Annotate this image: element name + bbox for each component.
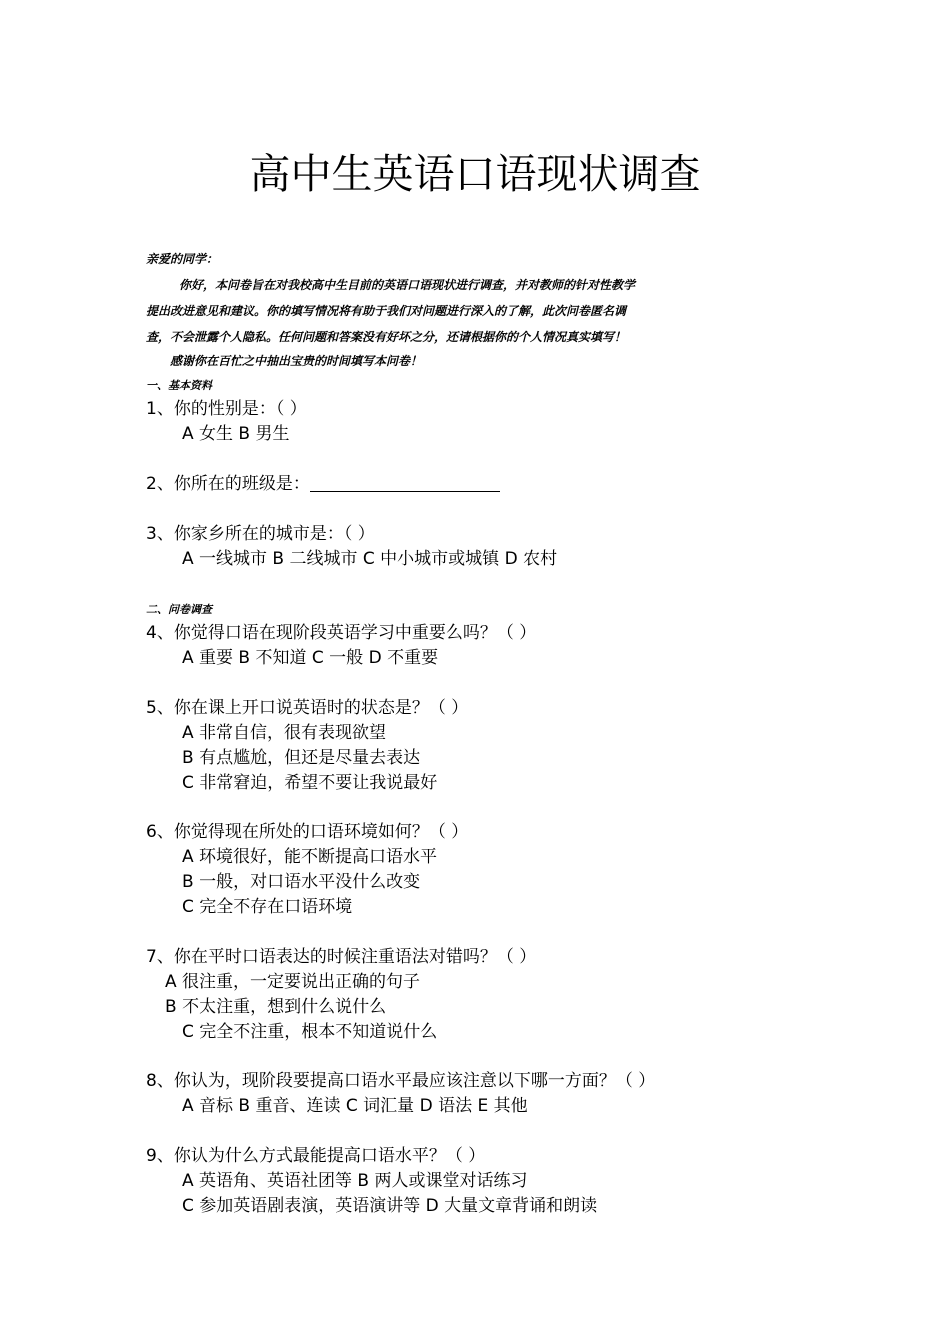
question-7-option-a: A 很注重，一定要说出正确的句子 xyxy=(165,972,421,992)
question-9-options-row-2: C 参加英语剧表演，英语演讲等 D 大量文章背诵和朗读 xyxy=(182,1196,598,1216)
page-title: 高中生英语口语现状调查 xyxy=(249,150,701,198)
question-6-option-b: B 一般，对口语水平没什么改变 xyxy=(182,872,421,892)
section-heading-basic: 一、基本资料 xyxy=(146,379,212,392)
intro-block xyxy=(146,250,806,370)
intro-line-3: 查，不会泄露个人隐私。任何问题和答案没有好坏之分，还请根据你的个人情况真实填写！ xyxy=(146,330,627,344)
question-6: 6、你觉得现在所处的口语环境如何？（ ） xyxy=(146,822,469,842)
question-4-options: A 重要 B 不知道 C 一般 D 不重要 xyxy=(182,648,439,668)
question-4: 4、你觉得口语在现阶段英语学习中重要么吗？（ ） xyxy=(146,623,537,643)
question-2-text: 2、你所在的班级是： xyxy=(146,474,310,494)
question-1-options: A 女生 B 男生 xyxy=(182,424,290,444)
intro-line-2: 提出改进意见和建议。你的填写情况将有助于我们对问题进行深入的了解，此次问卷匿名调 xyxy=(146,304,627,318)
question-7: 7、你在平时口语表达的时候注重语法对错吗？（ ） xyxy=(146,947,537,967)
question-2 xyxy=(146,472,500,496)
question-5-option-c: C 非常窘迫，希望不要让我说最好 xyxy=(182,773,438,793)
question-9-options-row-1: A 英语角、英语社团等 B 两人或课堂对话练习 xyxy=(182,1171,528,1191)
intro-line-1: 你好，本问卷旨在对我校高中生目前的英语口语现状进行调查，并对教师的针对性教学 xyxy=(179,278,636,292)
intro-greeting: 亲爱的同学： xyxy=(146,252,219,266)
question-7-option-c: C 完全不注重，根本不知道说什么 xyxy=(182,1022,438,1042)
question-3-options: A 一线城市 B 二线城市 C 中小城市或城镇 D 农村 xyxy=(182,549,558,569)
question-3: 3、你家乡所在的城市是：（ ） xyxy=(146,524,375,544)
section-heading-survey: 二、问卷调查 xyxy=(146,603,212,616)
question-6-option-a: A 环境很好，能不断提高口语水平 xyxy=(182,847,438,867)
question-8: 8、你认为，现阶段要提高口语水平最应该注意以下哪一方面？（ ） xyxy=(146,1071,656,1091)
question-5-option-a: A 非常自信，很有表现欲望 xyxy=(182,723,387,743)
question-5: 5、你在课上开口说英语时的状态是？（ ） xyxy=(146,698,469,718)
intro-line-4: 感谢你在百忙之中抽出宝贵的时间填写本问卷！ xyxy=(170,354,423,368)
question-6-option-c: C 完全不存在口语环境 xyxy=(182,897,353,917)
question-1: 1、你的性别是：（ ） xyxy=(146,399,307,419)
question-9: 9、你认为什么方式最能提高口语水平？（ ） xyxy=(146,1146,486,1166)
question-7-option-b: B 不太注重，想到什么说什么 xyxy=(165,997,387,1017)
class-answer-blank[interactable] xyxy=(310,475,500,492)
question-5-option-b: B 有点尴尬，但还是尽量去表达 xyxy=(182,748,421,768)
question-8-options: A 音标 B 重音、连读 C 词汇量 D 语法 E 其他 xyxy=(182,1096,528,1116)
